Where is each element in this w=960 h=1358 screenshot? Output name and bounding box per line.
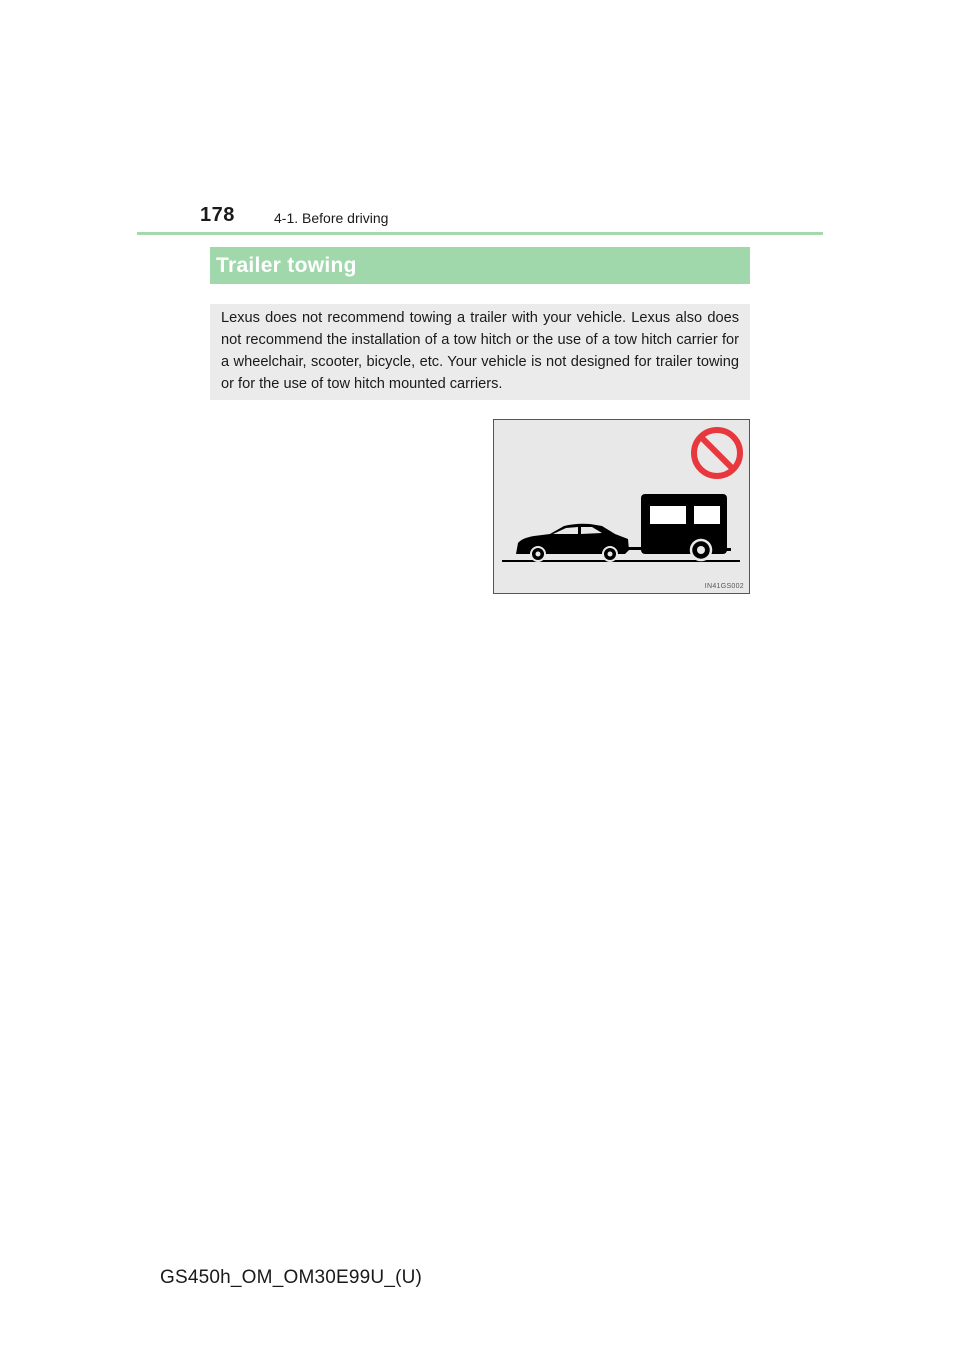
trailer-illustration [493,419,750,594]
figure-code: IN41GS002 [704,583,744,590]
notice-text: Lexus does not recommend towing a trailer with your vehicle. Lexus also does not recommend the installation of a tow hitch or the use of a tow hitch carrier for a wheelchair, scooter, bicycle, etc. Your vehicle is not designed for trailer towing or for the use of tow hitch mounted carriers. [221,310,739,392]
title-bar [210,247,750,284]
trailer-icon [641,494,731,560]
footer-document-id: GS450h_OM_OM30E99U_(U) [160,1267,423,1288]
tow-bar [627,547,643,550]
car-icon [516,524,629,561]
header-rule [137,232,823,235]
section-label: 4-1. Before driving [274,210,389,226]
prohibition-icon [694,430,740,476]
section-title: Trailer towing [216,253,357,277]
page-number: 178 [200,204,235,226]
notice-box [210,304,750,400]
